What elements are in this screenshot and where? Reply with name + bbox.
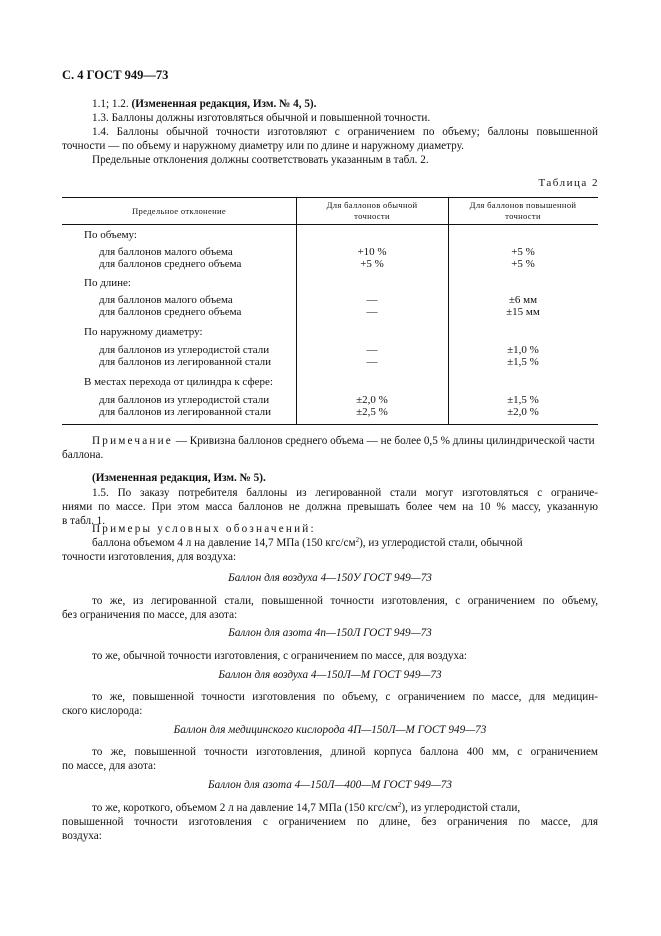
table-row-label: для баллонов малого объема bbox=[99, 294, 233, 306]
table-cell-high: ±1,5 % bbox=[507, 356, 539, 368]
note-text: — Кривизна баллонов среднего объема — не более 0,5 % длины цилиндрической части bbox=[172, 435, 595, 447]
table-group-title: По длине: bbox=[84, 277, 131, 289]
designation-2: Баллон для азота 4п—150Л ГОСТ 949—73 bbox=[228, 627, 432, 639]
table-cell-high: ±15 мм bbox=[506, 306, 540, 318]
example-1-line2: точности изготовления, для воздуха: bbox=[62, 551, 237, 563]
table-note-line2: баллона. bbox=[62, 449, 104, 461]
example-5-line2: по массе, для азота: bbox=[62, 760, 157, 772]
table-group-title: В местах перехода от цилиндра к сфере: bbox=[84, 376, 273, 388]
example-6-line3: воздуха: bbox=[62, 830, 102, 842]
table-cell-normal: — bbox=[366, 344, 378, 356]
designation-1: Баллон для воздуха 4—150У ГОСТ 949—73 bbox=[228, 572, 432, 584]
table-group-title: По объему: bbox=[84, 229, 137, 241]
example-4-line1: то же, повышенной точности изготовления по объему, с ограничением по массе, для медицин- bbox=[92, 691, 598, 703]
table-header-normal: Для баллонов обычной точности bbox=[326, 200, 418, 221]
table-top-rule bbox=[62, 197, 598, 198]
paragraph-1-5-line2: ниями по массе. При этом масса баллонов не должна превышать более чем на 10 % массу, указанную bbox=[62, 501, 598, 513]
table-cell-high: ±1,0 % bbox=[507, 344, 539, 356]
paragraph-1-5-line1: 1.5. По заказу потребителя баллоны из легированной стали могут изготовляться с ограниче- bbox=[92, 487, 598, 499]
table-group-title: По наружному диаметру: bbox=[84, 326, 203, 338]
designation-3: Баллон для воздуха 4—150Л—М ГОСТ 949—73 bbox=[218, 669, 442, 681]
page-header: С. 4 ГОСТ 949—73 bbox=[62, 68, 169, 82]
example-6-line1 bbox=[92, 801, 598, 815]
table-header-rule bbox=[62, 224, 598, 225]
example-text: баллона объемом 4 л на давление 14,7 МПа (150 кгс/см bbox=[92, 537, 356, 549]
revision-note-2: (Измененная редакция, Изм. № 5). bbox=[92, 472, 266, 484]
paragraph-1-1 bbox=[92, 97, 316, 111]
superscript: 2 bbox=[355, 536, 360, 544]
designation-4: Баллон для медицинского кислорода 4П—150Л—М ГОСТ 949—73 bbox=[173, 724, 487, 736]
paragraph-1-4-line2: точности — по объему и наружному диаметру или по длине и наружному диаметру. bbox=[62, 140, 464, 152]
table-row-label: для баллонов среднего объема bbox=[99, 258, 242, 270]
table-bottom-rule bbox=[62, 424, 598, 425]
example-2-line2: без ограничения по массе, для азота: bbox=[62, 609, 238, 621]
example-text: ), из углеродистой стали, bbox=[401, 802, 521, 814]
table-row-label: для баллонов среднего объема bbox=[99, 306, 242, 318]
table-cell-normal: +10 % bbox=[357, 246, 387, 258]
table-row-label: для баллонов малого объема bbox=[99, 246, 233, 258]
paragraph-1-5-line3: в табл. 1. bbox=[62, 515, 106, 527]
example-text: ), из углеродистой стали, обычной bbox=[359, 537, 523, 549]
example-5-line1: то же, повышенной точности изготовления, длиной корпуса баллона 400 мм, с ограничением bbox=[92, 746, 598, 758]
table-header-high: Для баллонов повышенной точности bbox=[469, 200, 577, 221]
paragraph-number: 1.1; 1.2. bbox=[92, 98, 132, 110]
table-cell-normal: — bbox=[366, 294, 378, 306]
example-4-line2: ского кислорода: bbox=[62, 705, 143, 717]
superscript: 2 bbox=[397, 801, 402, 809]
paragraph-tolerances: Предельные отклонения должны соответствовать указанным в табл. 2. bbox=[92, 154, 429, 166]
table-cell-normal: ±2,0 % bbox=[356, 394, 388, 406]
revision-note: (Измененная редакция, Изм. № 4, 5). bbox=[131, 98, 317, 110]
examples-title: Примеры условных обозначений: bbox=[92, 523, 316, 535]
table-row-label: для баллонов из углеродистой стали bbox=[99, 394, 270, 406]
table-cell-normal: — bbox=[366, 356, 378, 368]
example-1-line1 bbox=[92, 536, 598, 550]
designation-5: Баллон для азота 4—150Л—400—М ГОСТ 949—73 bbox=[208, 779, 452, 791]
table-cell-normal: ±2,5 % bbox=[356, 406, 388, 418]
table-note-line1 bbox=[92, 434, 598, 448]
table-header-deviation: Предельное отклонение bbox=[132, 206, 226, 216]
example-text: то же, короткого, объемом 2 л на давление 14,7 МПа (150 кгс/см bbox=[92, 802, 398, 814]
example-3: то же, обычной точности изготовления, с ограничением по массе, для воздуха: bbox=[92, 650, 468, 662]
table-cell-normal: — bbox=[366, 306, 378, 318]
note-label: Примечание bbox=[92, 435, 173, 447]
table-cell-normal: +5 % bbox=[360, 258, 384, 270]
table-cell-high: +5 % bbox=[511, 246, 535, 258]
table-row-label: для баллонов из легированной стали bbox=[99, 356, 272, 368]
paragraph-1-3: 1.3. Баллоны должны изготовляться обычной и повышенной точности. bbox=[92, 112, 431, 124]
table-row-label: для баллонов из углеродистой стали bbox=[99, 344, 270, 356]
table-row-label: для баллонов из легированной стали bbox=[99, 406, 272, 418]
example-2-line1: то же, из легированной стали, повышенной точности изготовления, с ограничением по объему, bbox=[92, 595, 598, 607]
paragraph-1-4-line1: 1.4. Баллоны обычной точности изготовляют с ограничением по объему; баллоны повышенной bbox=[92, 126, 598, 138]
table-cell-high: ±1,5 % bbox=[507, 394, 539, 406]
table-cell-high: ±2,0 % bbox=[507, 406, 539, 418]
example-6-line2: повышенной точности изготовления с ограничением по длине, без ограничения по массе, для bbox=[62, 816, 598, 828]
table-cell-high: ±6 мм bbox=[508, 294, 538, 306]
table-caption: Таблица 2 bbox=[538, 177, 599, 189]
table-cell-high: +5 % bbox=[511, 258, 535, 270]
